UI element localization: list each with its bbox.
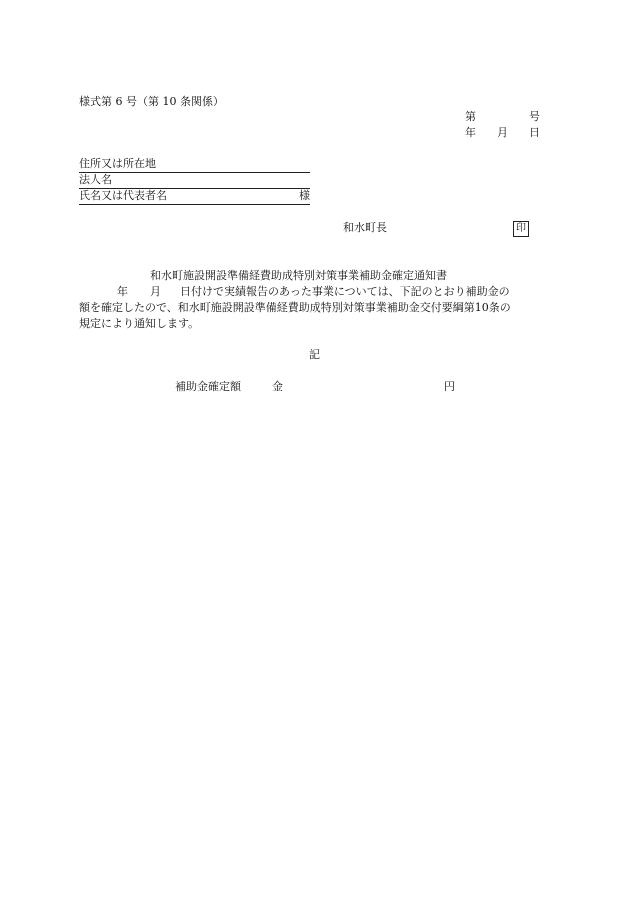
body-line2: 額を確定したので、和水町施設開設準備経費助成特別対策事業補助金交付要綱第10条の <box>79 301 511 314</box>
doc-number-suffix: 号 <box>529 110 540 123</box>
date-month: 月 <box>497 126 508 139</box>
corp-name-label: 法人名 <box>79 173 112 186</box>
address-field <box>79 156 310 173</box>
date-year: 年 <box>465 126 476 139</box>
representative-label: 氏名又は代表者名 <box>79 189 167 202</box>
representative-field <box>79 188 310 205</box>
amount-kin: 金 <box>272 380 283 393</box>
date-day: 日 <box>529 126 540 139</box>
body-year: 年 <box>117 285 128 298</box>
body-line3: 規定により通知します。 <box>79 317 200 330</box>
body-month: 月 <box>150 285 161 298</box>
honorific: 様 <box>299 189 310 202</box>
document-title: 和水町施設開設準備経費助成特別対策事業補助金確定通知書 <box>150 269 447 282</box>
ki-heading: 記 <box>309 348 320 361</box>
issuer-name: 和水町長 <box>343 221 387 234</box>
amount-label: 補助金確定額 <box>175 380 241 393</box>
amount-unit: 円 <box>444 380 455 393</box>
corp-name-field <box>79 172 310 189</box>
address-label: 住所又は所在地 <box>79 157 156 170</box>
seal-stamp: 印 <box>513 221 529 237</box>
doc-number-prefix: 第 <box>465 110 476 123</box>
form-label: 様式第 6 号（第 10 条関係） <box>79 95 224 108</box>
body-line1: 日付けで実績報告のあった事業については、下記のとおり補助金の <box>180 285 510 298</box>
